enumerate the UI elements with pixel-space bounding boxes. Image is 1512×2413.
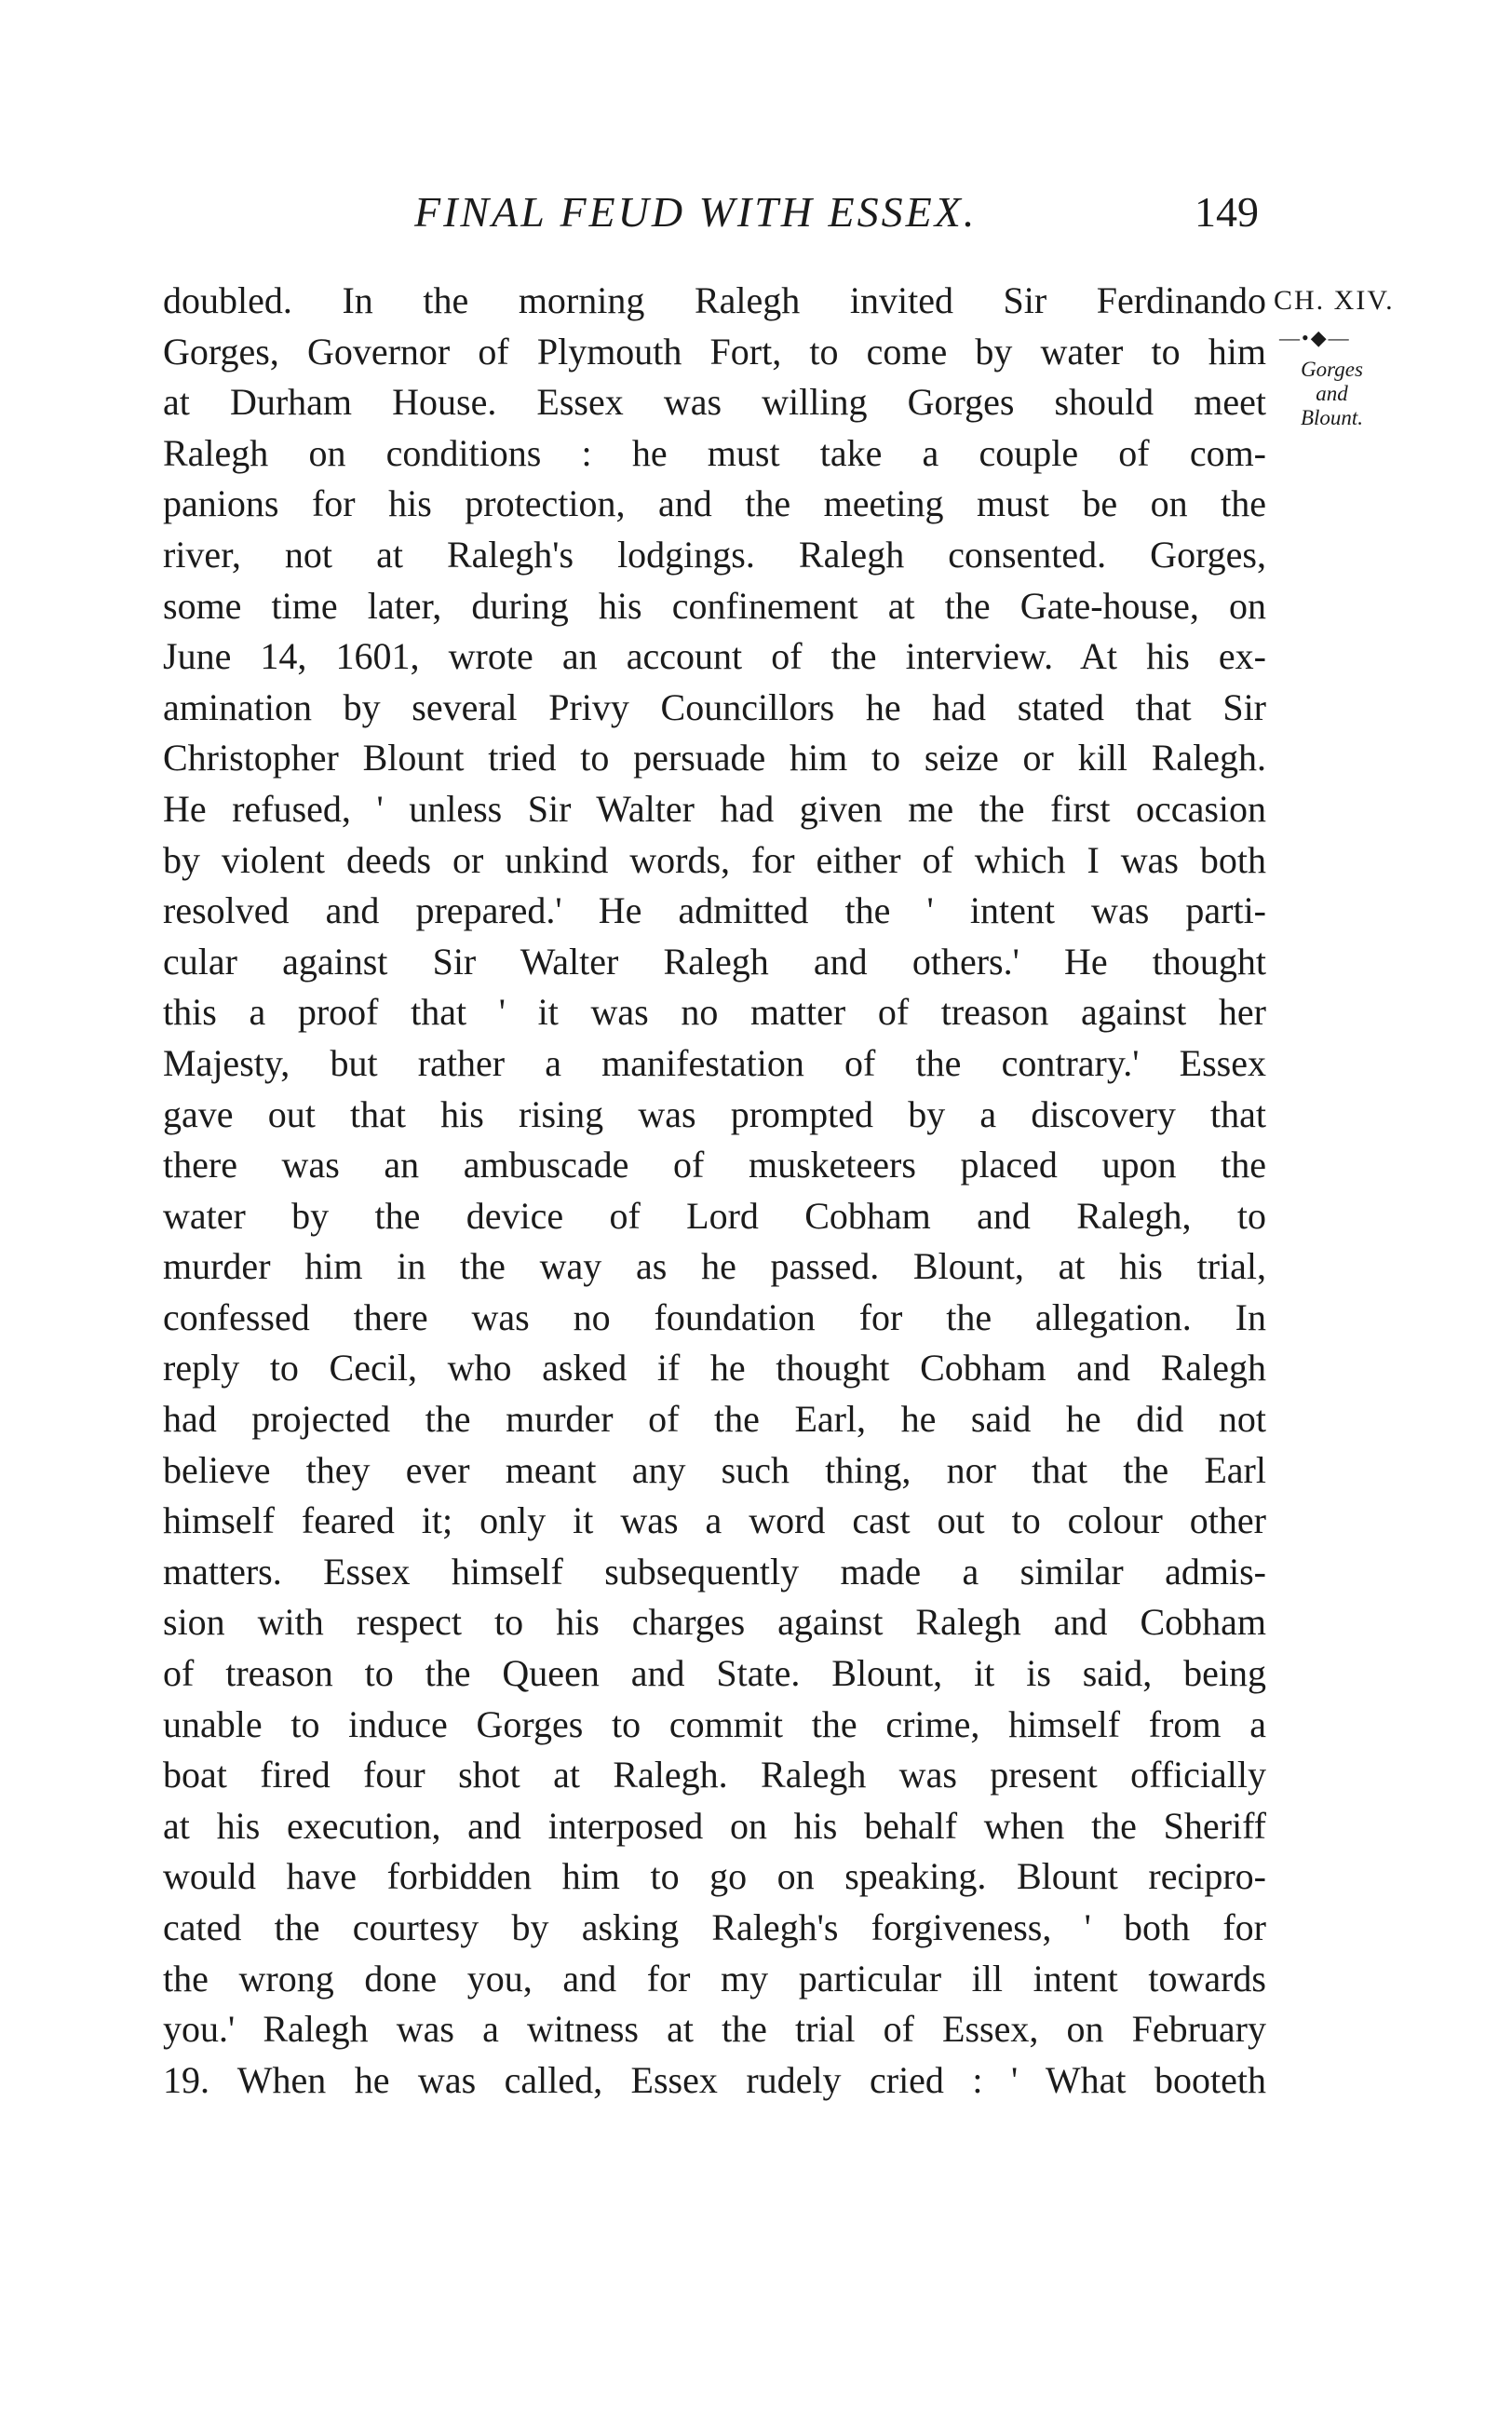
chapter-reference: CH. XIV. <box>1274 285 1395 316</box>
ornament-icon: —•◆— <box>1279 326 1351 349</box>
text-line: confessed there was no foundation for the allegation. In <box>163 1295 1266 1338</box>
running-head <box>163 184 1266 240</box>
text-line: murder him in the way as he passed. Blount, at his trial, <box>163 1245 1266 1288</box>
text-line: himself feared it; only it was a word cast out to colour other <box>163 1499 1266 1542</box>
text-line: water by the device of Lord Cobham and Ralegh, to <box>163 1194 1266 1237</box>
text-line: reply to Cecil, who asked if he thought Cobham and Ralegh <box>163 1347 1266 1390</box>
margin-notes <box>1274 276 1432 430</box>
text-line: sion with respect to his charges against Ralegh and Cobham <box>163 1601 1266 1644</box>
text-line: at his execution, and interposed on his behalf when the Sheriff <box>163 1804 1266 1847</box>
text-line: cular against Sir Walter Ralegh and others.' He thought <box>163 940 1266 983</box>
text-line: the wrong done you, and for my particular ill intent towards <box>163 1957 1266 2000</box>
text-line: some time later, during his confinement at the Gate-house, on <box>163 584 1266 627</box>
text-line: gave out that his rising was prompted by a discovery that <box>163 1092 1266 1135</box>
text-line: June 14, 1601, wrote an account of the interview. At his ex- <box>163 635 1266 678</box>
text-line: river, not at Ralegh's lodgings. Ralegh consented. Gorges, <box>163 533 1266 576</box>
side-note <box>1283 358 1381 430</box>
text-line: at Durham House. Essex was willing Gorges should meet <box>163 381 1266 424</box>
text-line: you.' Ralegh was a witness at the trial of Essex, on February <box>163 2008 1266 2051</box>
page-number: 149 <box>1195 188 1259 236</box>
text-line: 19. When he was called, Essex rudely cried : ' What booteth <box>163 2058 1266 2101</box>
text-line: resolved and prepared.' He admitted the ' intent was parti- <box>163 889 1266 932</box>
text-line: had projected the murder of the Earl, he said he did not <box>163 1398 1266 1441</box>
text-line: matters. Essex himself subsequently made a similar admis- <box>163 1550 1266 1593</box>
text-line: He refused, ' unless Sir Walter had given me the first occasion <box>163 787 1266 830</box>
side-note-line: Blount. <box>1300 406 1364 429</box>
side-note-line: Gorges and <box>1301 358 1363 405</box>
text-line: there was an ambuscade of musketeers placed upon the <box>163 1144 1266 1186</box>
text-line: believe they ever meant any such thing, nor that the Earl <box>163 1448 1266 1491</box>
text-line: panions for his protection, and the meeting must be on the <box>163 482 1266 525</box>
text-line: Majesty, but rather a manifestation of the contrary.' Essex <box>163 1041 1266 1084</box>
running-title: FINAL FEUD WITH ESSEX. <box>414 188 978 236</box>
text-line: boat fired four shot at Ralegh. Ralegh was present officially <box>163 1754 1266 1796</box>
text-line: of treason to the Queen and State. Blount, it is said, being <box>163 1652 1266 1695</box>
text-line: Christopher Blount tried to persuade him to seize or kill Ralegh. <box>163 737 1266 779</box>
text-line: doubled. In the morning Ralegh invited Sir Ferdinando <box>163 279 1266 321</box>
text-line: Gorges, Governor of Plymouth Fort, to come by water to him <box>163 330 1266 373</box>
text-line: this a proof that ' it was no matter of treason against her <box>163 991 1266 1034</box>
text-line: would have forbidden him to go on speaking. Blount recipro- <box>163 1855 1266 1898</box>
body-text <box>163 276 1266 2106</box>
text-line: by violent deeds or unkind words, for either of which I was both <box>163 838 1266 881</box>
text-line: amination by several Privy Councillors he had stated that Sir <box>163 685 1266 728</box>
text-line: Ralegh on conditions : he must take a couple of com- <box>163 431 1266 474</box>
text-line: unable to induce Gorges to commit the crime, himself from a <box>163 1702 1266 1745</box>
text-line: cated the courtesy by asking Ralegh's forgiveness, ' both for <box>163 1906 1266 1948</box>
